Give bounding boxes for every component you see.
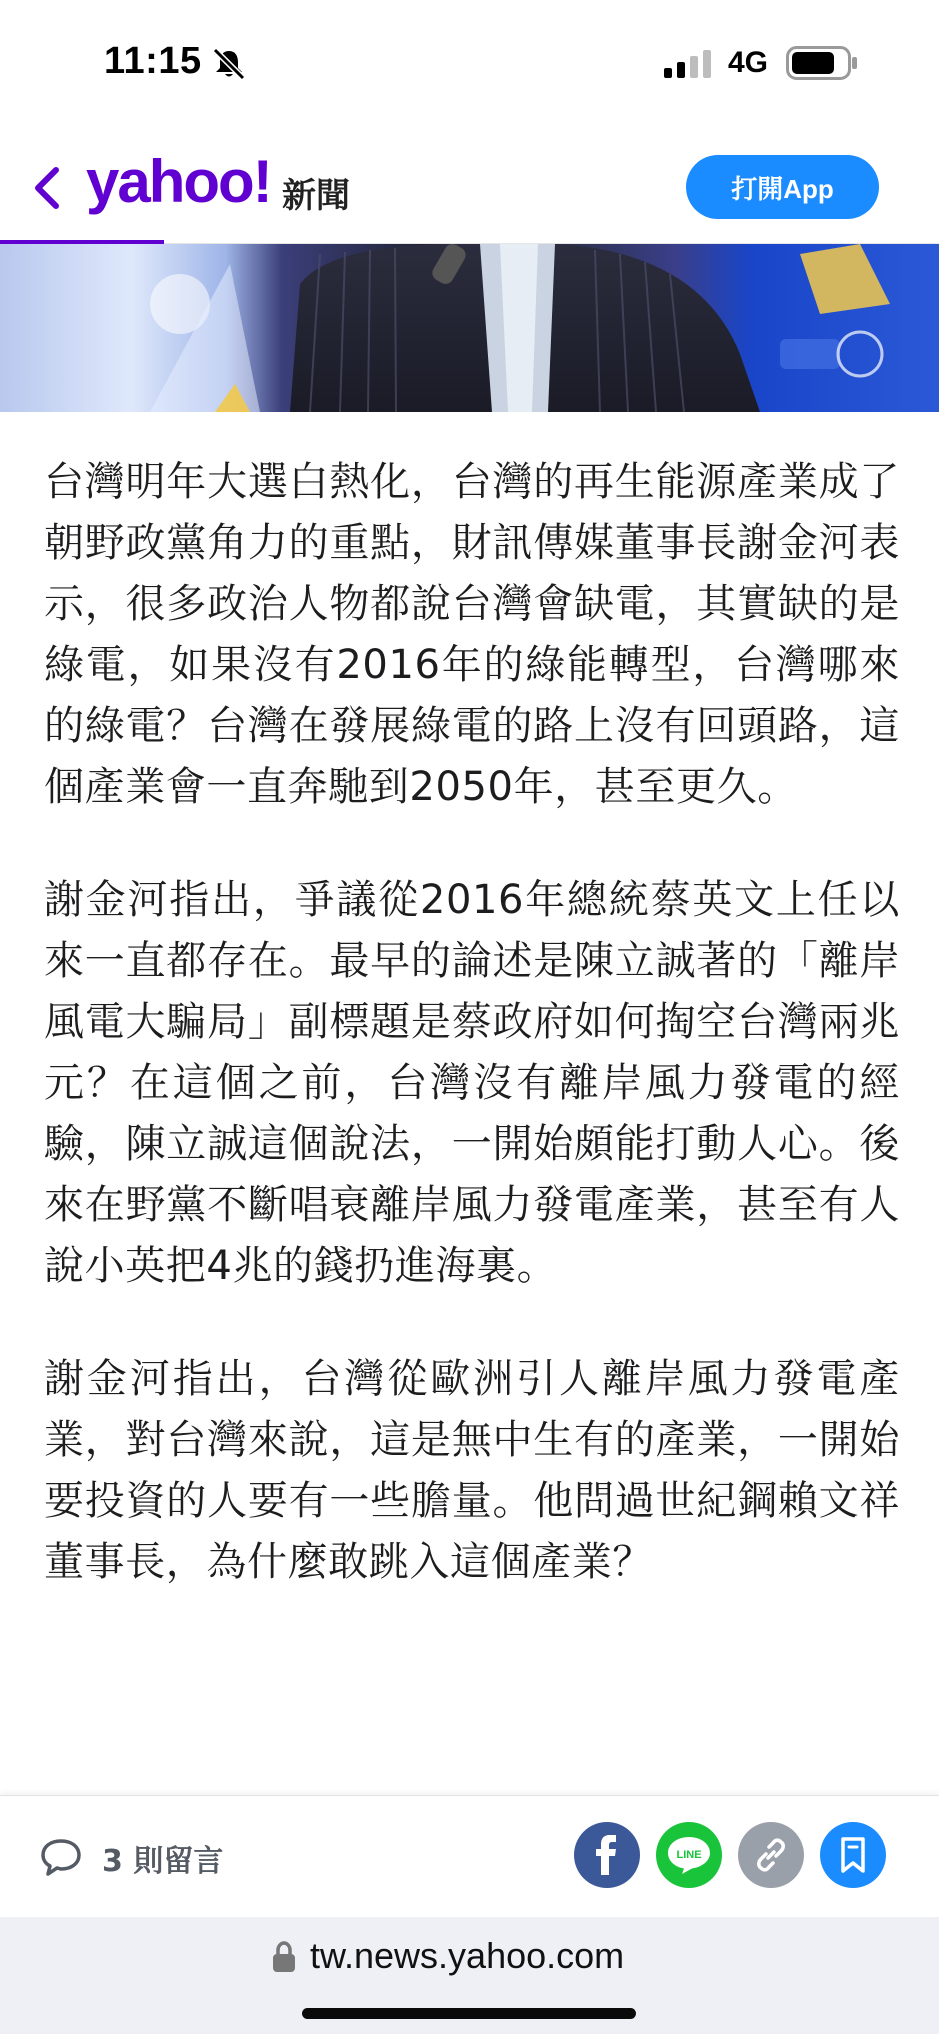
article-paragraph: 謝金河指出，台灣從歐洲引人離岸風力發電產業，對台灣來說，這是無中生有的產業，一開始要投資的人要有一些膽量。他問過世紀鋼賴文祥董事長，為什麼敢跳入這個產業？ xyxy=(44,1356,900,1585)
facebook-icon xyxy=(592,1835,622,1875)
article-action-bar xyxy=(0,1795,939,1918)
article-paragraph: 台灣明年大選白熱化，台灣的再生能源產業成了朝野政黨角力的重點，財訊傳媒董事長謝金河表示，很多政治人物都說台灣會缺電，其實缺的是綠電，如果沒有2016年的綠能轉型，台灣哪來的綠電？台灣在發展綠電的路上沒有回頭路，這個產業會一直奔馳到2050年，甚至更久。 xyxy=(44,459,900,810)
status-time: 11:15 xyxy=(104,40,202,82)
open-app-button[interactable]: 打開App xyxy=(686,155,879,219)
bookmark-button[interactable] xyxy=(820,1822,886,1888)
site-header xyxy=(0,130,939,244)
bell-off-icon xyxy=(212,48,246,80)
hero-photo-illustration xyxy=(0,244,939,412)
browser-url-bar[interactable] xyxy=(0,1917,939,2034)
url-text[interactable]: tw.news.yahoo.com xyxy=(310,1935,625,1976)
yahoo-logo[interactable]: yahoo! xyxy=(86,148,271,215)
bookmark-icon xyxy=(838,1836,868,1874)
line-icon-label: LINE xyxy=(676,1849,702,1861)
line-icon xyxy=(666,1834,712,1876)
signal-icon xyxy=(664,50,712,78)
back-chevron-icon[interactable] xyxy=(30,166,64,210)
comment-icon[interactable] xyxy=(40,1838,82,1876)
share-facebook-button[interactable] xyxy=(574,1822,640,1888)
lock-icon xyxy=(272,1941,296,1973)
home-indicator xyxy=(302,2008,636,2019)
article-body xyxy=(44,452,900,1645)
comment-count[interactable]: 3 則留言 xyxy=(102,1844,224,1879)
network-label: 4G xyxy=(728,46,769,79)
battery-icon xyxy=(786,46,858,80)
news-section-label: 新聞 xyxy=(282,176,350,216)
hero-image xyxy=(0,244,939,412)
status-bar xyxy=(0,0,939,130)
copy-link-button[interactable] xyxy=(738,1822,804,1888)
article-paragraph: 謝金河指出，爭議從2016年總統蔡英文上任以來一直都存在。最早的論述是陳立誠著的「離岸風電大騙局」副標題是蔡政府如何掏空台灣兩兆元？在這個之前，台灣沒有離岸風力發電的經驗，陳立誠這個說法，一開始頗能打動人心。後來在野黨不斷唱衰離岸風力發電產業，甚至有人說小英把4兆的錢扔進海裏。 xyxy=(44,877,900,1289)
link-icon xyxy=(752,1836,790,1874)
share-line-button[interactable] xyxy=(656,1822,722,1888)
